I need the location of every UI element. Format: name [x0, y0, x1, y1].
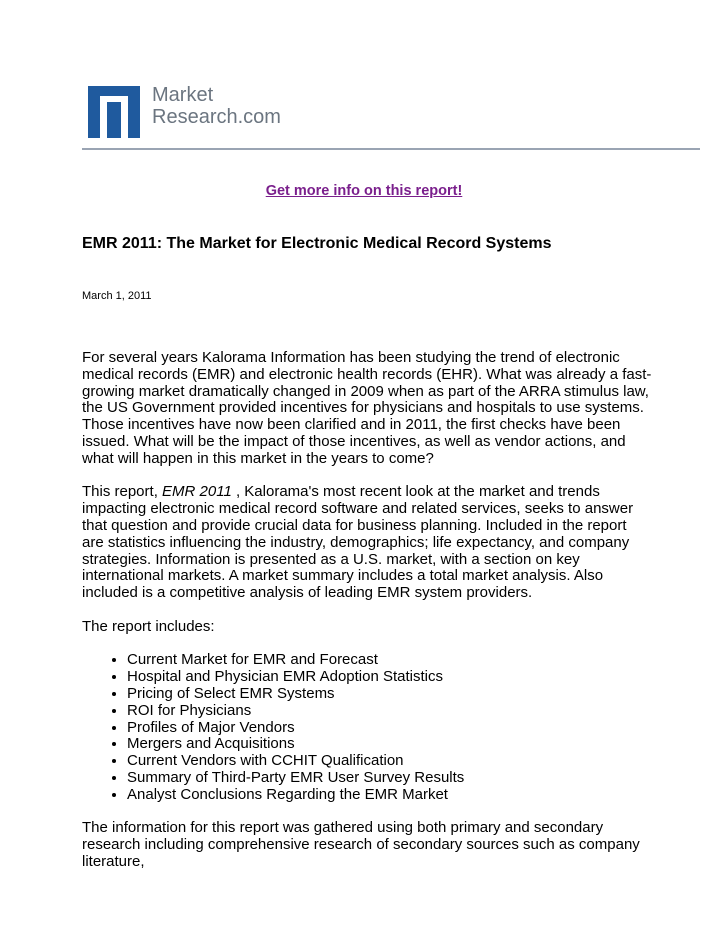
list-item: • Current Vendors with CCHIT Qualification — [127, 753, 652, 770]
list-item: • ROI for Physicians — [127, 703, 652, 720]
logo-text — [152, 84, 281, 128]
report-date: March 1, 2011 — [82, 290, 152, 302]
marketresearch-logo — [88, 84, 308, 144]
list-item: • Pricing of Select EMR Systems — [127, 686, 652, 703]
header-divider — [82, 148, 700, 150]
logo-mark-icon — [88, 86, 140, 138]
includes-heading: The report includes: — [82, 617, 215, 635]
logo-line-market: Market — [152, 84, 214, 106]
report-title: EMR 2011: The Market for Electronic Medical Record Systems — [82, 235, 552, 252]
summary-rest: , Kalorama's most recent look at the market and trends impacting electronic medical record software and related services, seeks to answer that question and provide crucial data for business planning. Included in the report are statistics influencing the industry, demographics; life expectancy, and company strategies. Information is presented as a U.S. market, with a section on key international markets. A market summary includes a total market analysis. Also included is a competitive analysis of leading EMR system providers. — [82, 483, 634, 602]
report-body — [82, 350, 652, 888]
list-item: • Summary of Third-Party EMR User Survey Results — [127, 770, 652, 787]
list-item: • Profiles of Major Vendors — [127, 720, 652, 737]
includes-list — [82, 652, 652, 803]
report-summary-paragraph — [82, 484, 652, 602]
list-item: • Analyst Conclusions Regarding the EMR Market — [127, 787, 652, 804]
methodology-paragraph: The information for this report was gathered using both primary and secondary research including comprehensive research of secondary sources such as company literature, — [82, 819, 640, 870]
report-name-emphasis: EMR 2011 — [162, 483, 232, 501]
list-item: • Hospital and Physician EMR Adoption Statistics — [127, 669, 652, 686]
logo-line-research: Research.com — [152, 106, 281, 128]
list-item: • Current Market for EMR and Forecast — [127, 652, 652, 669]
summary-prefix: This report, — [82, 483, 163, 501]
more-info-link[interactable]: Get more info on this report! — [265, 183, 463, 199]
list-item: • Mergers and Acquisitions — [127, 736, 652, 753]
intro-paragraph: For several years Kalorama Information has been studying the trend of electronic medical records (EMR) and electronic health records (EHR). What was already a fast-growing market dramatically changed in 2009 when as part of the ARRA stimulus law, the US Government provided incentives for physicians and hospitals to use systems. Those incentives have now been clarified and in 2011, the first checks have been issued. What will be the impact of those incentives, as well as vendor actions, and what will happen in this market in the years to come? — [82, 349, 652, 467]
